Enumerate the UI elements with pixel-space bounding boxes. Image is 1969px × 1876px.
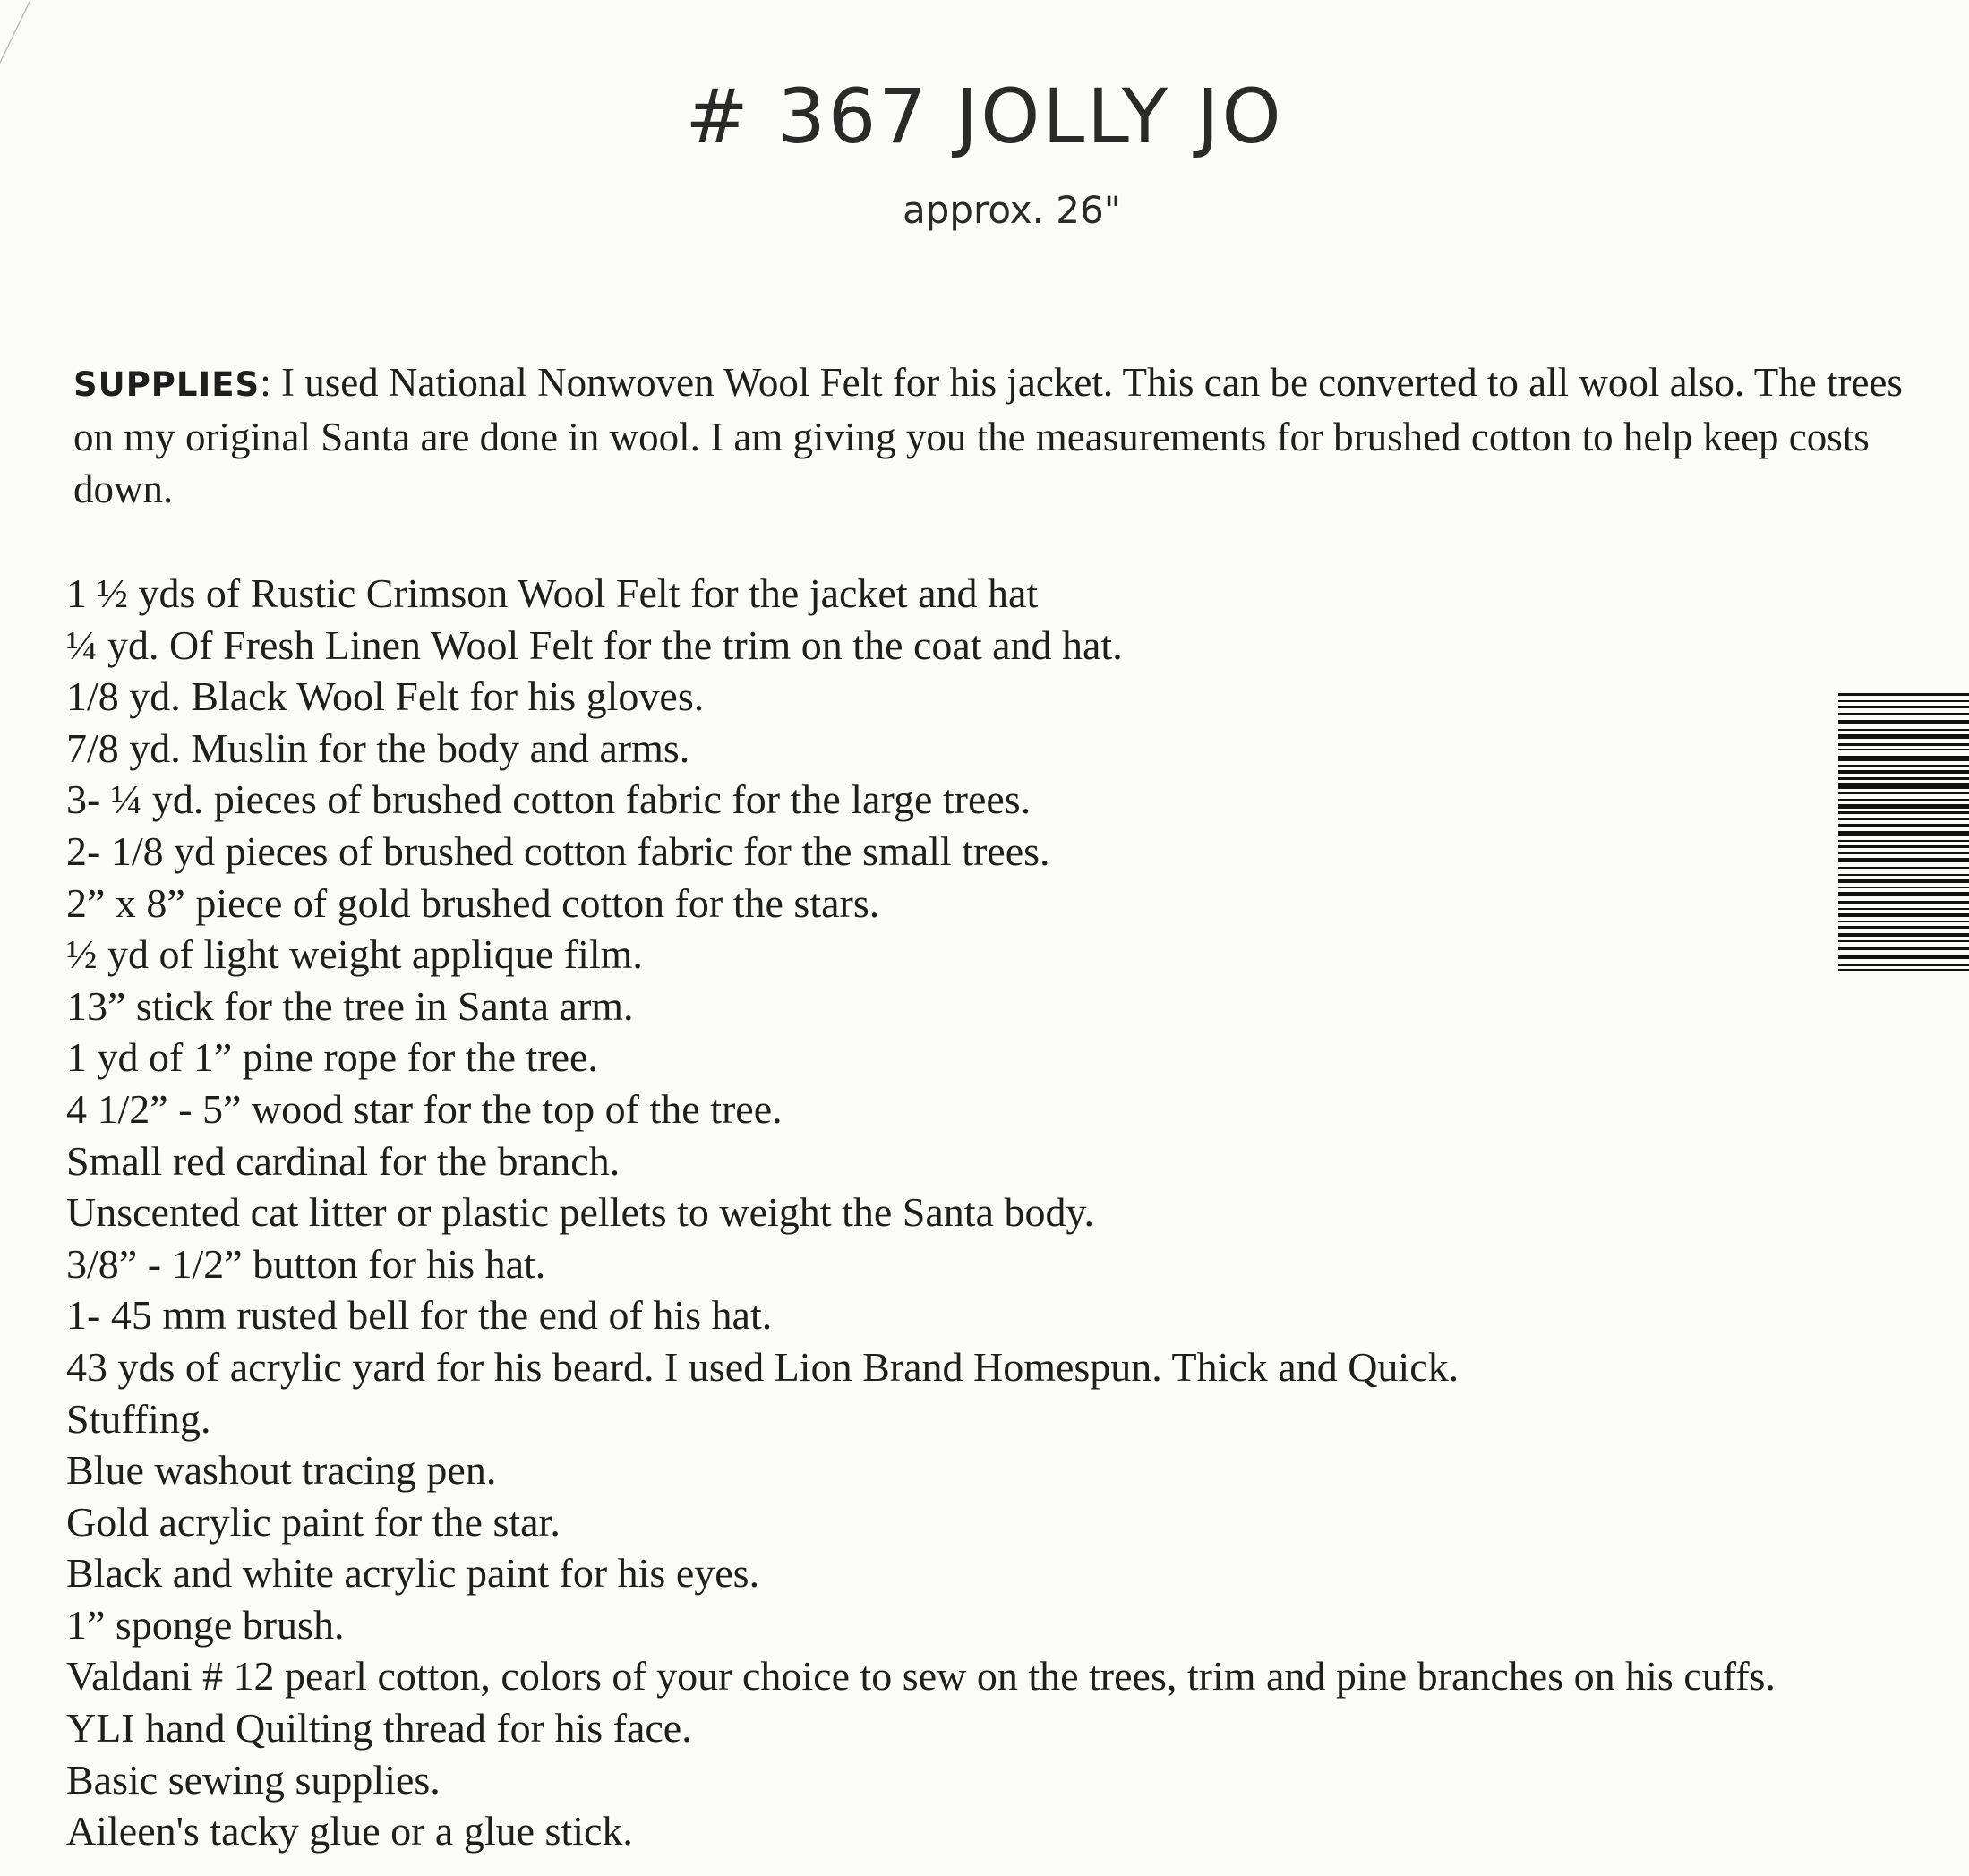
supply-item: Gold acrylic paint for the star. bbox=[66, 1498, 561, 1545]
supply-item: 1/8 yd. Black Wool Felt for his gloves. bbox=[66, 673, 705, 720]
barcode-stripe bbox=[1838, 770, 1969, 774]
barcode-stripe bbox=[1838, 921, 1969, 922]
barcode-stripe bbox=[1838, 729, 1969, 731]
barcode-stripe bbox=[1838, 887, 1969, 888]
barcode-stripe bbox=[1838, 743, 1969, 746]
barcode-stripe bbox=[1838, 964, 1969, 966]
barcode-stripe bbox=[1838, 879, 1969, 883]
supply-item: 4 1/2” - 5” wood star for the top of the tree. bbox=[66, 1085, 783, 1132]
supply-item: 1 ½ yds of Rustic Crimson Wool Felt for the jacket and hat bbox=[66, 570, 1039, 616]
supply-item: 3- ¼ yd. pieces of brushed cotton fabric for the large trees. bbox=[66, 776, 1032, 823]
barcode-stripe bbox=[1838, 756, 1969, 761]
supply-list bbox=[66, 568, 1947, 1857]
barcode bbox=[1838, 693, 1969, 972]
page-subtitle: approx. 26" bbox=[902, 188, 1122, 232]
barcode-stripe bbox=[1838, 947, 1969, 950]
supply-item: 43 yds of acrylic yard for his beard. I used Lion Brand Homespun. Thick and Quick. bbox=[66, 1343, 1460, 1390]
supply-item: 13” stick for the tree in Santa arm. bbox=[66, 982, 634, 1029]
barcode-stripe bbox=[1838, 908, 1969, 910]
barcode-stripe bbox=[1838, 804, 1969, 809]
barcode-stripe bbox=[1838, 818, 1969, 820]
barcode-stripe bbox=[1838, 940, 1969, 942]
supplies-heading: SUPPLIES bbox=[73, 365, 261, 404]
supply-item: 1” sponge brush. bbox=[66, 1601, 345, 1648]
barcode-stripe bbox=[1838, 700, 1969, 702]
barcode-stripe bbox=[1838, 933, 1969, 937]
barcode-stripe bbox=[1838, 867, 1969, 869]
barcode-stripe bbox=[1838, 955, 1969, 959]
barcode-stripe bbox=[1838, 913, 1969, 917]
supply-item: Small red cardinal for the branch. bbox=[66, 1137, 621, 1184]
supply-item: ½ yd of light weight applique film. bbox=[66, 931, 643, 978]
barcode-stripe bbox=[1838, 874, 1969, 876]
barcode-stripe bbox=[1838, 852, 1969, 854]
corner-scan-line bbox=[0, 0, 36, 72]
supplies-intro bbox=[73, 356, 1936, 515]
supply-item: YLI hand Quilting thread for his face. bbox=[66, 1705, 692, 1752]
barcode-stripe bbox=[1838, 926, 1969, 929]
barcode-stripe bbox=[1838, 858, 1969, 862]
supply-item: 1- 45 mm rusted bell for the end of his hat. bbox=[66, 1292, 773, 1339]
supply-item: 3/8” - 1/2” button for his hat. bbox=[66, 1240, 546, 1287]
barcode-stripe bbox=[1838, 892, 1969, 896]
barcode-stripe bbox=[1838, 734, 1969, 739]
barcode-stripe bbox=[1838, 783, 1969, 789]
supply-item: 2- 1/8 yd pieces of brushed cotton fabric for the small trees. bbox=[66, 827, 1050, 874]
supply-item: Stuffing. bbox=[66, 1395, 211, 1442]
barcode-stripe bbox=[1838, 831, 1969, 836]
supply-item: Valdani # 12 pearl cotton, colors of your choice to sew on the trees, trim and pine branches on his cuffs. bbox=[66, 1653, 1776, 1700]
supply-item: 7/8 yd. Muslin for the body and arms. bbox=[66, 724, 690, 771]
barcode-stripe bbox=[1838, 749, 1969, 750]
barcode-stripe bbox=[1838, 824, 1969, 827]
barcode-stripe bbox=[1838, 693, 1969, 696]
supplies-intro-text: : I used National Nonwoven Wool Felt for his jacket. This can be converted to all wool also. The trees on my original Santa are done in wool. I am giving you the measurements for brushed cotton to help keep costs down. bbox=[73, 360, 1903, 511]
supply-item: 2” x 8” piece of gold brushed cotton for the stars. bbox=[66, 879, 880, 926]
barcode-stripe bbox=[1838, 799, 1969, 801]
page-title: # 367 JOLLY JO bbox=[685, 73, 1284, 160]
barcode-stripe bbox=[1838, 777, 1969, 780]
supply-item: Black and white acrylic paint for his eyes. bbox=[66, 1550, 760, 1597]
barcode-stripe bbox=[1838, 706, 1969, 708]
barcode-stripe bbox=[1838, 845, 1969, 848]
barcode-stripe bbox=[1838, 720, 1969, 724]
supply-item: Unscented cat litter or plastic pellets to weight the Santa body. bbox=[66, 1189, 1094, 1236]
barcode-stripe bbox=[1838, 969, 1969, 971]
barcode-stripe bbox=[1838, 840, 1969, 842]
supply-item: Basic sewing supplies. bbox=[66, 1756, 441, 1803]
barcode-stripe bbox=[1838, 765, 1969, 767]
supply-item: 1 yd of 1” pine rope for the tree. bbox=[66, 1034, 598, 1081]
supply-item: Aileen's tacky glue or a glue stick. bbox=[66, 1808, 633, 1855]
supply-item: ¼ yd. Of Fresh Linen Wool Felt for the trim on the coat and hat. bbox=[66, 621, 1123, 668]
barcode-stripe bbox=[1838, 713, 1969, 715]
supply-item: Blue washout tracing pen. bbox=[66, 1447, 497, 1494]
barcode-stripe bbox=[1838, 792, 1969, 794]
barcode-stripe bbox=[1838, 901, 1969, 904]
barcode-stripe bbox=[1838, 811, 1969, 814]
